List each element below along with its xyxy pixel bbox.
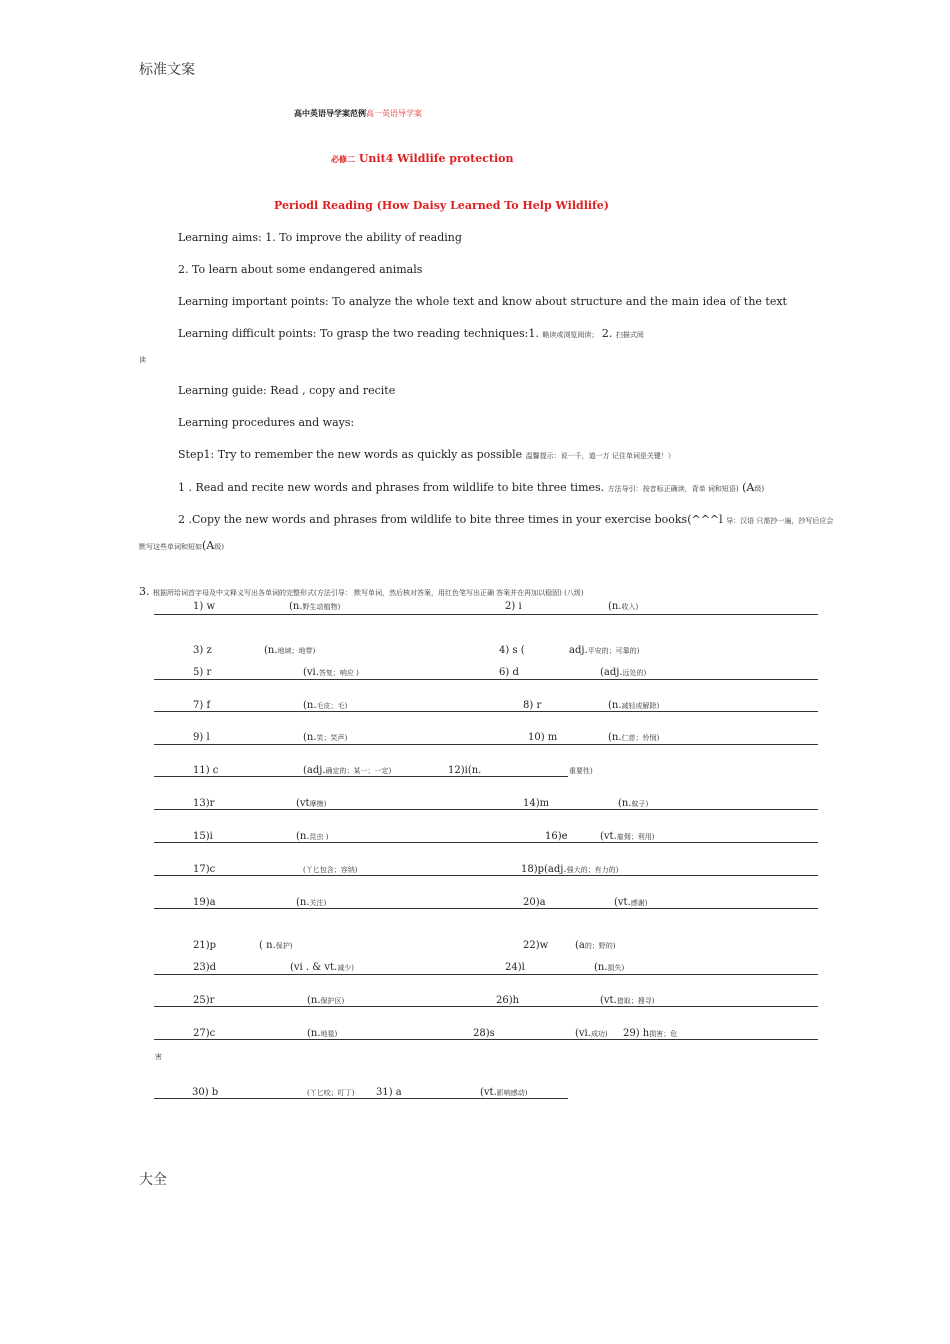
item3-cn: 根据所给词首字母及中文释义写出各单词的完整形式(方法引导： 默写单词，然后核对答案，用红色笔写出正确 答案并在再加以稳固) (八级) (153, 589, 584, 597)
answer-line (154, 614, 818, 615)
vocab-gloss-3: (n.地域；地带) (264, 645, 316, 656)
vocab-label-21: 21)p (193, 940, 217, 951)
difficult-num2: 2. (601, 327, 613, 340)
vocab-gloss-8: (n.减轻或解除) (608, 700, 660, 711)
step1-item2-continued (139, 539, 224, 552)
vocab-label-11: 11) c (193, 765, 219, 776)
vocab-label-27: 27)c (193, 1028, 216, 1039)
vocab-gloss-12: 重要性) (569, 767, 593, 775)
difficult-cn2: 扫描式阅 (615, 331, 644, 339)
vocab-gloss-16: (vt.雇佣；利用) (600, 831, 655, 842)
answer-line (154, 1039, 818, 1040)
vocab-gloss-10: (n.仁慈；怜悯) (608, 732, 660, 743)
difficult-text: Learning difficult points: To grasp the two reading techniques:1. (178, 327, 539, 340)
item2-level: (A (202, 539, 215, 552)
vocab-gloss-5: (vi.答复；响应 ) (303, 667, 359, 678)
vocab-label-5: 5) r (193, 667, 212, 678)
answer-line (154, 908, 818, 909)
unit-title (331, 152, 514, 165)
answer-line (154, 974, 818, 975)
item1-level: (A (742, 481, 755, 494)
difficult-continued: 读 (139, 356, 146, 364)
item2-text: 2 .Copy the new words and phrases from wildlife to bite three times in your exercise books(^^^l (178, 513, 723, 526)
learning-important: Learning important points: To analyze the whole text and know about structure and the main idea of the text (178, 295, 787, 308)
vocab-label-15: 15)i (193, 831, 213, 842)
vocab-label-23: 23)d (193, 962, 217, 973)
item3-num: 3. (139, 585, 150, 598)
vocab-label-18: 18)p(adj.强大的；有力的) (521, 864, 619, 875)
unit-name: Unit4 Wildlife protection (358, 152, 514, 165)
step1-text: Step1: Try to remember the new words as quickly as possible (178, 448, 523, 461)
vocab-label-24: 24)l (505, 962, 525, 973)
page-header: 标准文案 (139, 62, 195, 78)
vocab-gloss-30: (丫匕咬；叮丁) (307, 1089, 355, 1097)
answer-line (154, 875, 818, 876)
title-sub: 高一英语导学案 (366, 109, 422, 118)
vocab-label-9: 9) l (193, 732, 210, 743)
answer-line (154, 776, 568, 777)
page-footer: 大全 (139, 1172, 167, 1188)
vocab-gloss-4: adj.平安的；可靠的) (569, 645, 640, 656)
learning-aims-2: 2. To learn about some endangered animals (178, 263, 423, 276)
vocab-gloss-6: (adj.远处的) (600, 667, 647, 678)
vocab-gloss-2: (n.收入) (608, 601, 639, 612)
vocab-gloss-15: (n.昆虫 ) (296, 831, 329, 842)
learning-guide: Learning guide: Read , copy and recite (178, 384, 396, 397)
vocab-gloss-1: (n.野生动植物) (289, 601, 341, 612)
vocab-gloss-9: (n.笑；笑声) (303, 732, 348, 743)
learning-aims: Learning aims: 1. To improve the ability of reading (178, 231, 462, 244)
vocab-label-28: 28)s (473, 1028, 495, 1039)
answer-line (154, 842, 818, 843)
answer-line (154, 711, 818, 712)
item2-cont: 默写这些单词和短如 (139, 543, 202, 551)
step1-tip: 温馨提示：说一千，道一万 记住单词是关键！） (525, 452, 675, 460)
unit-pre: 必修二 (331, 154, 355, 164)
learning-difficult (178, 327, 644, 340)
vocab-gloss-25: (n.保护区) (307, 995, 345, 1006)
answer-line (154, 809, 818, 810)
answer-line (154, 1006, 818, 1007)
vocab-label-14: 14)m (523, 798, 550, 809)
vocab-label-22: 22)w (523, 940, 549, 951)
learning-procedures: Learning procedures and ways: (178, 416, 355, 429)
vocab-continued: 害 (155, 1053, 162, 1061)
item1-cn: 方法导引：按音标正确读，背单 词和短语) (607, 485, 739, 493)
item1-text: 1 . Read and recite new words and phrases from wildlife to bite three times. (178, 481, 605, 494)
vocab-label-16: 16)e (545, 831, 568, 842)
document-title (294, 108, 422, 119)
step1-item2 (178, 513, 833, 526)
vocab-label-25: 25)r (193, 995, 215, 1006)
vocab-label-7: 7) f (193, 700, 211, 711)
answer-line (154, 744, 818, 745)
vocab-gloss-17: (丫匕包含；容纳) (303, 866, 358, 874)
vocab-gloss-22: (a的；野的) (575, 940, 616, 951)
vocab-label-2: 2) i (505, 601, 522, 612)
vocab-gloss-13: (vt摩擦) (296, 798, 327, 809)
step1 (178, 448, 675, 461)
vocab-gloss-21: ( n.保护) (259, 940, 293, 951)
vocab-gloss-7: (n.毛皮；毛) (303, 700, 348, 711)
vocab-gloss-26: (vt.猎取；搜寻) (600, 995, 655, 1006)
step1-item3 (139, 585, 584, 598)
vocab-label-10: 10) m (528, 732, 558, 743)
vocab-label-8: 8) r (523, 700, 542, 711)
title-main: 高中英语导学案范例 (294, 108, 366, 118)
vocab-label-26: 26)h (496, 995, 520, 1006)
item1-level-cn: 级) (754, 485, 765, 493)
vocab-gloss-31: (vt.影响感动) (480, 1087, 528, 1098)
step1-item1 (178, 481, 764, 494)
period-title: Periodl Reading (How Daisy Learned To Help Wildlife) (274, 199, 609, 212)
item2-level-cn: 级) (214, 543, 224, 551)
vocab-gloss-19: (n.关注) (296, 897, 327, 908)
vocab-gloss-24: (n.损失) (594, 962, 625, 973)
vocab-gloss-14: (n.蚊子) (618, 798, 649, 809)
item2-cn: 导：汉语 只需抄一遍，抄写后应会 (726, 517, 834, 525)
vocab-gloss-11: (adj.确定的；某一；一定) (303, 765, 392, 776)
vocab-label-17: 17)c (193, 864, 216, 875)
difficult-cn1: 略读或浏览阅读； (542, 331, 599, 339)
vocab-label-20: 20)a (523, 897, 546, 908)
vocab-gloss-27: (n.地毯) (307, 1028, 338, 1039)
answer-line (154, 679, 818, 680)
vocab-label-31: 31) a (376, 1087, 402, 1098)
vocab-label-3: 3) z (193, 645, 212, 656)
vocab-label-19: 19)a (193, 897, 216, 908)
vocab-label-6: 6) d (499, 667, 519, 678)
vocab-label-30: 30) b (192, 1087, 219, 1098)
vocab-label-4: 4) s ( (499, 645, 525, 656)
vocab-label-1: 1) w (193, 601, 216, 612)
vocab-gloss-28: (vi.成功) (575, 1028, 608, 1039)
vocab-label-12: 12)i(n. (448, 765, 482, 776)
vocab-gloss-20: (vt.感谢) (614, 897, 648, 908)
vocab-label-13: 13)r (193, 798, 215, 809)
vocab-gloss-23: (vi . & vt.减少) (290, 962, 354, 973)
vocab-label-29: 29) h损害；危 (623, 1028, 678, 1039)
answer-line (154, 1098, 568, 1099)
